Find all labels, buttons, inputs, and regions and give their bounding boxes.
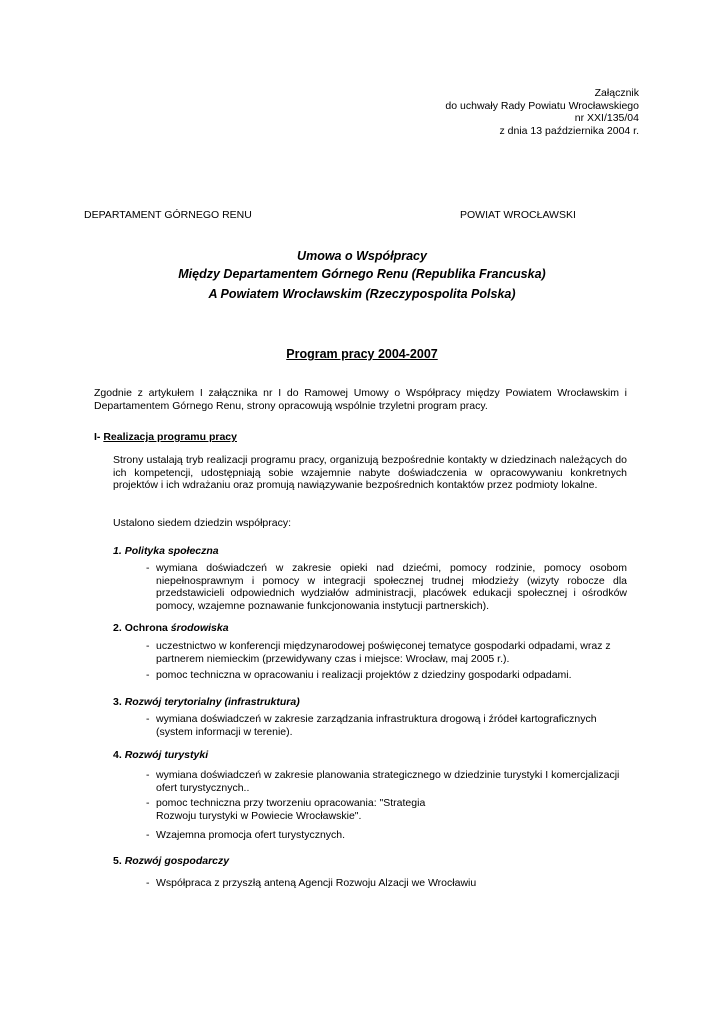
intro-paragraph: Zgodnie z artykułem I załącznika nr I do Ramowej Umowy o Współpracy między Powiatem Wrocławskim i Departamentem Górnego Renu, strony opracowują wspólnie trzyletni program pracy. [94, 387, 627, 412]
bullet-text: uczestnictwo w konferencji międzynarodowej poświęconej tematyce gospodarki odpadami, wraz z partnerem niemieckim (przewidywany czas i miejsce: Wrocław, maj 2005 r.). [156, 640, 611, 665]
bullet-dash: - [146, 562, 150, 574]
domain-2-title-plain: Ochrona [124, 622, 171, 634]
domain-5-bullet-1 [146, 877, 627, 890]
bullet-text: Wzajemna promocja ofert turystycznych. [156, 829, 346, 841]
domain-2-bullet-2 [146, 669, 627, 682]
domain-3-bullet-1 [146, 713, 627, 738]
domain-2-bullet-1 [146, 640, 627, 665]
annex-block [380, 87, 639, 137]
domain-1-number: 1. [113, 545, 125, 557]
domain-4-bullet-3 [146, 829, 627, 842]
domain-1-heading [113, 545, 219, 558]
domain-1-bullet-1 [146, 562, 627, 612]
party-left: DEPARTAMENT GÓRNEGO RENU [84, 209, 252, 221]
domain-1-title: Polityka społeczna [124, 545, 219, 557]
bullet-dash: - [146, 669, 150, 681]
domain-5-title: Rozwój gospodarczy [124, 855, 230, 867]
domain-4-bullet-2 [146, 797, 627, 822]
domain-2-title: środowiska [170, 622, 229, 634]
bullet-dash: - [146, 877, 150, 889]
program-title: Program pracy 2004-2007 [286, 347, 438, 361]
annex-date: z dnia 13 października 2004 r. [499, 124, 639, 137]
annex-label: Załącznik [594, 87, 639, 99]
bullet-text: pomoc techniczna przy tworzeniu opracowania: "Strategia Rozwoju turystyki w Powiecie Wrocławskie". [156, 797, 426, 822]
title-line-2: Między Departamentem Górnego Renu (Republika Francuska) [178, 267, 546, 281]
domain-5-heading [113, 855, 229, 868]
title-line-3: A Powiatem Wrocławskim (Rzeczypospolita Polska) [208, 287, 516, 301]
section-1-title: Realizacja programu pracy [103, 431, 237, 443]
annex-resolution: do uchwały Rady Powiatu Wrocławskiego [445, 99, 639, 112]
domain-4-title: Rozwój turystyki [124, 749, 209, 761]
domain-4-number: 4. [113, 749, 125, 761]
domain-2-heading [113, 622, 229, 635]
bullet-text: pomoc techniczna w opracowaniu i realizacji projektów z dziedziny gospodarki odpadami. [156, 669, 572, 681]
bullet-dash: - [146, 640, 150, 652]
section-1-prefix: I- [94, 431, 104, 443]
bullet-text: wymiana doświadczeń w zakresie zarządzania infrastruktura drogową i źródeł kartograficznych (system informacji w terenie). [156, 713, 597, 738]
bullet-dash: - [146, 769, 150, 781]
section-1-paragraph: Strony ustalają tryb realizacji programu pracy, organizują bezpośrednie kontakty w dziedzinach należących do ich kompetencji, udostępniają sobie wzajemnie nabyte doświadczenia w opracowywaniu konkretnych projektów i ich wdrażaniu oraz promują nawiązywanie bezpośrednich kontaktów przez podmioty lokalne. [113, 454, 627, 491]
bullet-dash: - [146, 713, 150, 725]
annex-number: nr XXI/135/04 [574, 112, 639, 124]
domain-4-bullet-1 [146, 769, 627, 794]
domain-3-heading [113, 696, 300, 709]
section-1-heading [94, 431, 237, 444]
domain-3-title: Rozwój terytorialny (infrastruktura) [124, 696, 300, 708]
bullet-text: Współpraca z przyszłą anteną Agencji Rozwoju Alzacji we Wrocławiu [156, 877, 477, 889]
domain-4-heading [113, 749, 208, 762]
bullet-dash: - [146, 829, 150, 841]
bullet-text: wymiana doświadczeń w zakresie opieki nad dziećmi, pomocy rodzinie, pomocy osobom niepełnosprawnym i pomocy w integracji społecznej trudnej młodzieży (wizyty robocze dla przedstawicieli odpowiednich wydziałów administracji, placówek edukacji społecznej i ośrodków pomocy, wzajemne poznawanie funkcjonowania instytucji partnerskich). [156, 562, 627, 612]
domain-3-number: 3. [113, 696, 125, 708]
party-right: POWIAT WROCŁAWSKI [460, 209, 576, 221]
title-line-1: Umowa o Współpracy [297, 249, 427, 263]
fields-intro: Ustalono siedem dziedzin współpracy: [113, 517, 292, 529]
bullet-text: wymiana doświadczeń w zakresie planowania strategicznego w dziedzinie turystyki I komercjalizacji ofert turystycznych.. [156, 769, 620, 794]
domain-2-number: 2. [113, 622, 125, 634]
domain-5-number: 5. [113, 855, 125, 867]
agreement-title [80, 247, 644, 303]
bullet-dash: - [146, 797, 150, 809]
